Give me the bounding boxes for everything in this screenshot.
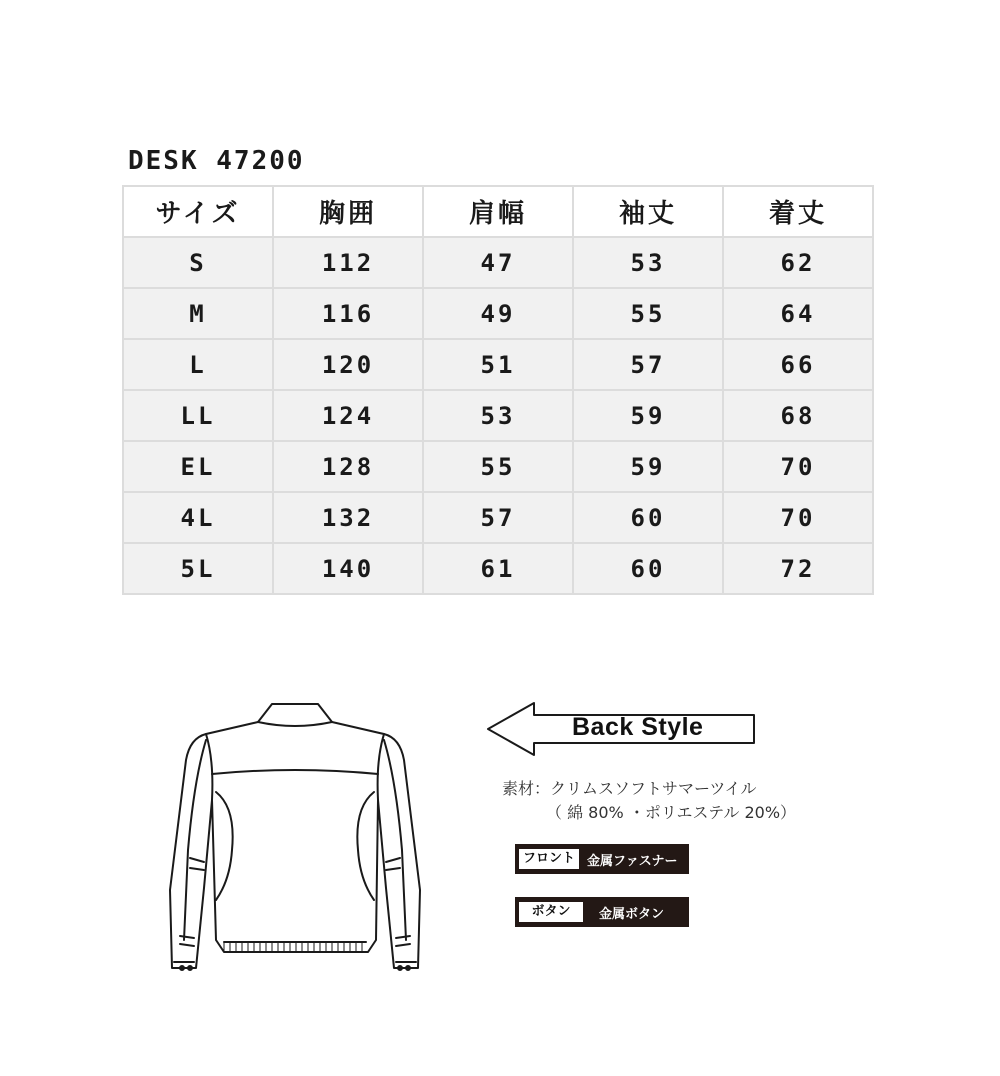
table-cell: L — [123, 339, 273, 390]
front-closure-tag — [515, 844, 689, 874]
table-row — [123, 492, 873, 543]
spec-key: ボタン — [519, 902, 583, 922]
table-cell: S — [123, 237, 273, 288]
table-cell: 5L — [123, 543, 273, 594]
table-cell: 120 — [273, 339, 423, 390]
material-info — [502, 777, 796, 825]
table-cell: M — [123, 288, 273, 339]
table-row — [123, 441, 873, 492]
table-cell: 128 — [273, 441, 423, 492]
size-table-header-row — [123, 186, 873, 237]
table-cell: 64 — [723, 288, 873, 339]
header-length: 着丈 — [723, 186, 873, 237]
table-cell: 47 — [423, 237, 573, 288]
table-cell: 124 — [273, 390, 423, 441]
table-cell: 70 — [723, 441, 873, 492]
table-cell: 116 — [273, 288, 423, 339]
material-composition: （ 綿 80% ・ポリエステル 20%） — [546, 803, 797, 822]
back-style-label: Back Style — [572, 713, 704, 741]
table-cell: 55 — [573, 288, 723, 339]
table-cell: 61 — [423, 543, 573, 594]
table-cell: 53 — [573, 237, 723, 288]
table-cell: 59 — [573, 390, 723, 441]
table-row — [123, 288, 873, 339]
spec-value: 金属ボタン — [599, 906, 665, 922]
table-cell: 51 — [423, 339, 573, 390]
table-cell: 72 — [723, 543, 873, 594]
spec-key: フロント — [519, 849, 579, 869]
product-code: DESK 47200 — [128, 146, 305, 176]
jacket-back-illustration — [160, 700, 430, 990]
spec-value: 金属ファスナー — [587, 853, 678, 869]
table-row — [123, 237, 873, 288]
header-chest: 胸囲 — [273, 186, 423, 237]
table-cell: 60 — [573, 543, 723, 594]
table-cell: 132 — [273, 492, 423, 543]
table-cell: LL — [123, 390, 273, 441]
table-cell: 57 — [573, 339, 723, 390]
table-cell: EL — [123, 441, 273, 492]
button-tag — [515, 897, 689, 927]
table-cell: 4L — [123, 492, 273, 543]
header-size: サイズ — [123, 186, 273, 237]
table-row — [123, 339, 873, 390]
table-cell: 140 — [273, 543, 423, 594]
table-cell: 68 — [723, 390, 873, 441]
table-cell: 70 — [723, 492, 873, 543]
table-cell: 55 — [423, 441, 573, 492]
table-cell: 53 — [423, 390, 573, 441]
material-name: 素材：クリムスソフトサマーツイル — [502, 779, 757, 798]
header-sleeve: 袖丈 — [573, 186, 723, 237]
header-shoulder: 肩幅 — [423, 186, 573, 237]
table-cell: 60 — [573, 492, 723, 543]
table-cell: 59 — [573, 441, 723, 492]
size-table — [122, 185, 874, 595]
table-cell: 57 — [423, 492, 573, 543]
table-cell: 112 — [273, 237, 423, 288]
table-cell: 66 — [723, 339, 873, 390]
table-cell: 62 — [723, 237, 873, 288]
table-row — [123, 543, 873, 594]
table-cell: 49 — [423, 288, 573, 339]
table-row — [123, 390, 873, 441]
